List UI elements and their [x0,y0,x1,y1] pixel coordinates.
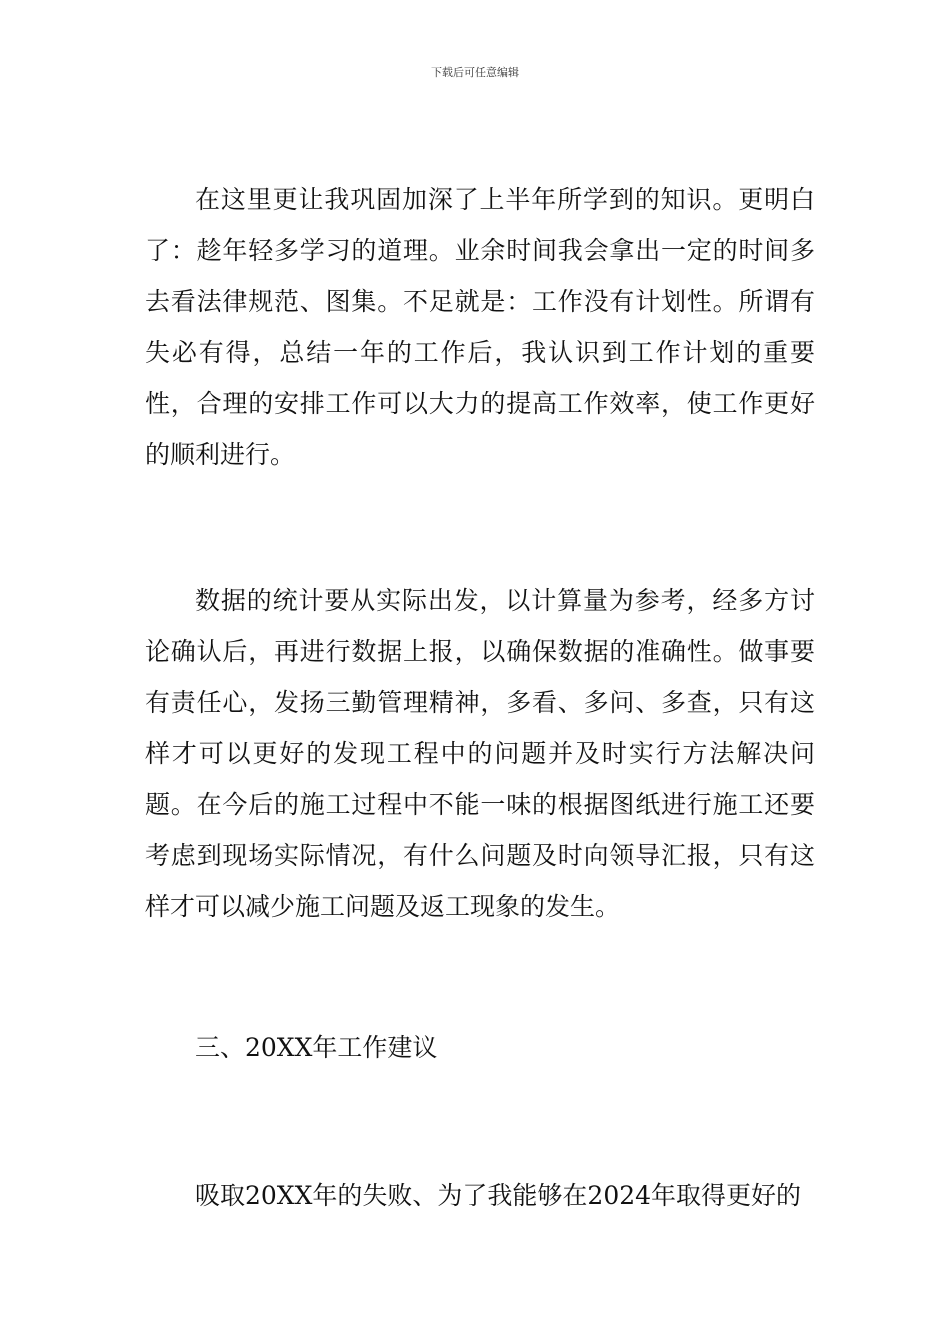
body-paragraph: 数据的统计要从实际出发，以计算量为参考，经多方讨论确认后，再进行数据上报，以确保数据的准确性。做事要有责任心，发扬三勤管理精神，多看、多问、多查，只有这样才可以更好的发现工程中的问题并及时实行方法解决问题。在今后的施工过程中不能一味的根据图纸进行施工还要考虑到现场实际情况，有什么问题及时向领导汇报，只有这样才可以减少施工问题及返工现象的发生。 [145,586,815,921]
body-paragraph: 在这里更让我巩固加深了上半年所学到的知识。更明白了：趁年轻多学习的道理。业余时间我会拿出一定的时间多去看法律规范、图集。不足就是：工作没有计划性。所谓有失必有得，总结一年的工作后，我认识到工作计划的重要性，合理的安排工作可以大力的提高工作效率，使工作更好的顺利进行。 [145,185,815,469]
page-header: 下载后可任意编辑 [431,66,519,79]
body-paragraph: 吸取20XX年的失败、为了我能够在2024年取得更好的 [195,1181,802,1210]
section-heading: 三、20XX年工作建议 [195,1033,438,1062]
